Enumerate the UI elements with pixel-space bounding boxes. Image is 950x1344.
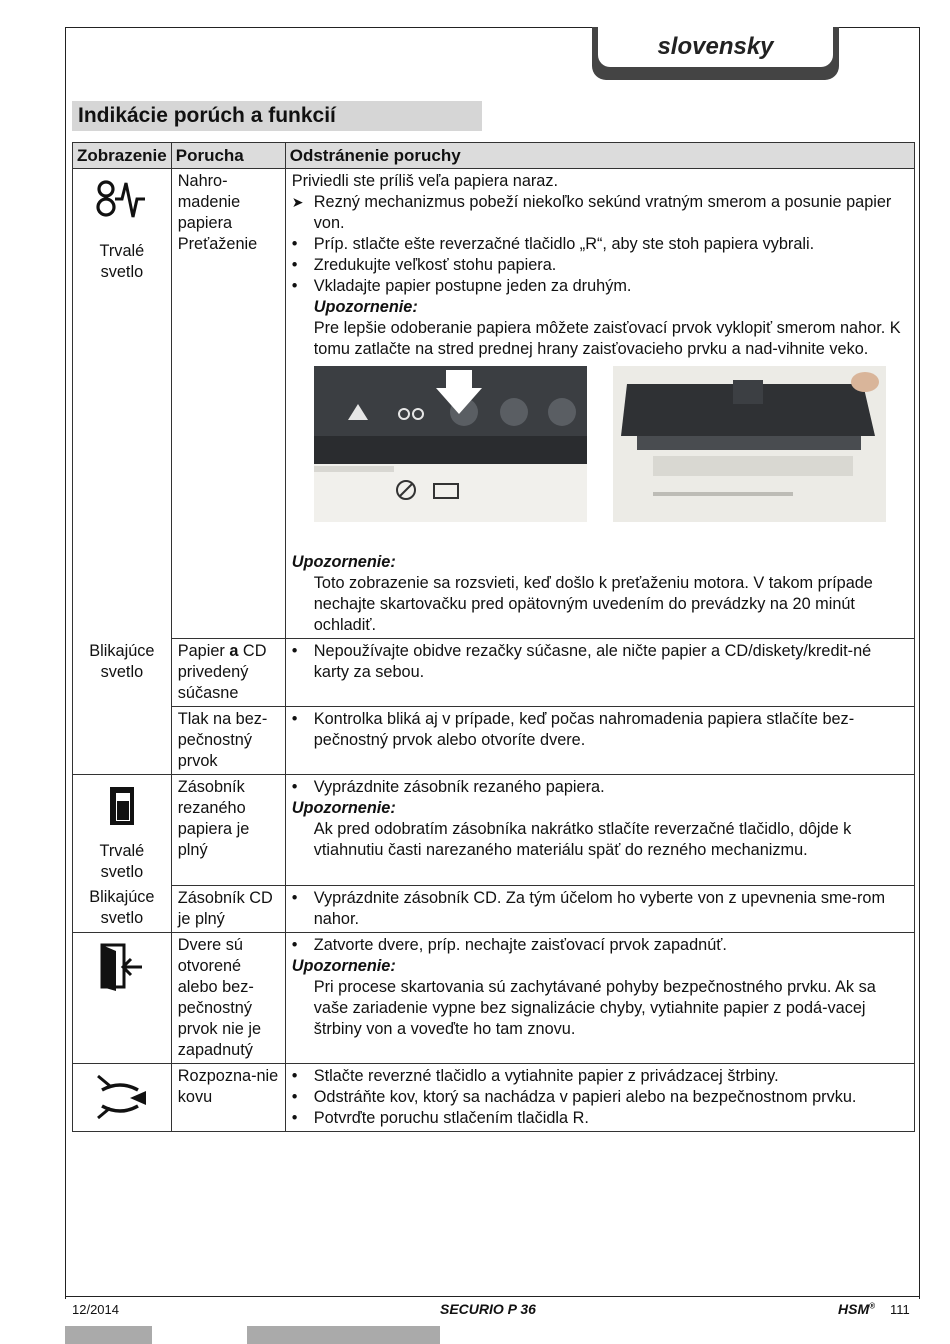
note-text: Ak pred odobratím zásobníka nakrátko stlačíte reverzačné tlačidlo, dôjde k vtiahnutiu časti narezaného materiálu späť do rezného mechanizmu. — [313, 820, 852, 859]
footer-model: SECURIO P 36 — [440, 1301, 536, 1317]
remedy-arrow-item: ➤ Rezný mechanizmus pobeží niekoľko sekúnd vratným smerom a posunie papier von. — [292, 192, 908, 234]
fault-label-bold: a — [229, 642, 239, 660]
remedy-text: Priviedli ste príliš veľa papiera naraz. — [291, 172, 559, 190]
page-frame-top — [65, 27, 595, 28]
col-remedy: Odstránenie poruchy — [285, 143, 914, 169]
remedy-cell — [285, 169, 914, 639]
display-cell — [73, 775, 172, 886]
fault-cell: Dvere sú otvorené alebo bez-pečnostný prvok nie je zapadnutý — [171, 932, 285, 1063]
remedy-cell — [285, 707, 914, 775]
table-row — [73, 707, 915, 775]
lid-open-photo — [613, 366, 886, 522]
fault-cell: Tlak na bez-pečnostný prvok — [171, 707, 285, 775]
door-open-icon — [79, 941, 165, 991]
fault-cell — [171, 639, 285, 707]
page-frame-right — [919, 27, 920, 1299]
table-row — [73, 1063, 915, 1131]
language-label: slovensky — [598, 27, 833, 67]
remedy-bullet: • Zredukujte veľkosť stohu papiera. — [292, 255, 908, 276]
table-row — [73, 775, 915, 886]
table-header-row — [73, 143, 915, 169]
remedy-bullet: • Kontrolka bliká aj v prípade, keď počas nahromadenia papiera stlačíte bez-pečnostný prvok alebo otvoríte dvere. — [292, 709, 908, 751]
display-label: Trvalé svetlo — [99, 842, 145, 881]
table-row — [73, 885, 915, 932]
display-cell — [73, 169, 172, 639]
control-panel-photo — [314, 366, 587, 522]
fault-cell: Zásobník rezaného papiera je plný — [171, 775, 285, 886]
note-text: Toto zobrazenie sa rozsvieti, keď došlo k preťaženiu motora. V takom prípade nechajte skartovačku pred opätovným uvedením do prevádzky na 20 minút ochladiť. — [313, 574, 873, 634]
fault-label: Preťaženie — [177, 235, 258, 253]
remedy-bullet: • Potvrďte poruchu stlačením tlačidla R. — [292, 1108, 908, 1129]
note-text: Pre lepšie odoberanie papiera môžete zaisťovací prvok vyklopiť smerom nahor. K tomu zatlačte na stred prednej hrany zaisťovacieho prvku a nad-vihnite veko. — [313, 319, 901, 358]
photo-group — [314, 366, 908, 522]
remedy-bullet: • Vyprázdnite zásobník rezaného papiera. — [292, 777, 908, 798]
fault-cell: Rozpozna-nie kovu — [171, 1063, 285, 1131]
fault-cell — [171, 169, 285, 639]
page-frame-top-right — [838, 27, 920, 28]
page-frame-left — [65, 27, 66, 1299]
section-title: Indikácie porúch a funkcií — [72, 101, 482, 131]
brand-name: HSM — [838, 1301, 870, 1317]
display-label: Blikajúce svetlo — [89, 888, 155, 927]
remedy-bullet: • Odstráňte kov, ktorý sa nachádza v papieri alebo na bezpečnostnom prvku. — [292, 1087, 908, 1108]
display-cell — [73, 639, 172, 707]
remedy-cell — [285, 932, 914, 1063]
remedy-bullet: • Zatvorte dvere, príp. nechajte zaisťovací prvok zapadnúť. — [292, 935, 908, 956]
fault-label-post: CD privedený súčasne — [177, 642, 267, 702]
table-row — [73, 639, 915, 707]
table-row — [73, 169, 915, 639]
display-cell — [73, 885, 172, 932]
note-label: Upozornenie: — [313, 298, 418, 316]
fault-label: Nahro-madenie papiera — [177, 172, 241, 232]
remedy-cell — [285, 775, 914, 886]
display-cell — [73, 932, 172, 1063]
remedy-cell — [285, 1063, 914, 1131]
col-fault: Porucha — [171, 143, 285, 169]
table-row — [73, 932, 915, 1063]
remedy-bullet: • Príp. stlačte ešte reverzačné tlačidlo „R“, aby ste stoh papiera vybrali. — [292, 234, 908, 255]
col-display: Zobrazenie — [73, 143, 172, 169]
fault-table — [72, 142, 915, 1132]
remedy-cell — [285, 639, 914, 707]
note-label: Upozornenie: — [291, 553, 396, 571]
footer-rule — [65, 1296, 920, 1297]
note-label: Upozornenie: — [291, 799, 396, 817]
note-text: Pri procese skartovania sú zachytávané pohyby bezpečnostného prvku. Ak sa vaše zariadenie vypne bez signalizácie chyby, vytiahnite papier z podá-vacej štrbiny von a voveďte ho tam znovu. — [313, 977, 876, 1038]
remedy-bullet: • Stlačte reverzné tlačidlo a vytiahnite papier z privádzacej štrbiny. — [292, 1066, 908, 1087]
note-label: Upozornenie: — [291, 956, 396, 975]
fault-label-pre: Papier — [177, 642, 230, 660]
fault-cell: Zásobník CD je plný — [171, 885, 285, 932]
display-label: Blikajúce svetlo — [89, 641, 155, 681]
footer-brand — [838, 1301, 875, 1317]
display-cell — [73, 707, 172, 775]
footer-bar — [247, 1326, 440, 1344]
remedy-cell — [285, 885, 914, 932]
display-label: Trvalé svetlo — [99, 242, 145, 281]
footer-bar — [65, 1326, 152, 1344]
metal-detect-icon — [79, 1072, 165, 1122]
remedy-bullet: • Vyprázdnite zásobník CD. Za tým účelom ho vyberte von z upevnenia sme-rom nahor. — [292, 888, 908, 930]
footer-date: 12/2014 — [72, 1302, 119, 1317]
remedy-bullet: • Nepoužívajte obidve rezačky súčasne, ale ničte papier a CD/diskety/kredit-né karty za sebou. — [292, 641, 908, 683]
footer-page-number: 111 — [890, 1302, 910, 1317]
paper-jam-icon — [79, 177, 165, 223]
brand-mark: ® — [869, 1301, 876, 1311]
bin-full-icon — [79, 783, 165, 829]
display-cell — [73, 1063, 172, 1131]
remedy-bullet: • Vkladajte papier postupne jeden za druhým. — [292, 276, 908, 297]
